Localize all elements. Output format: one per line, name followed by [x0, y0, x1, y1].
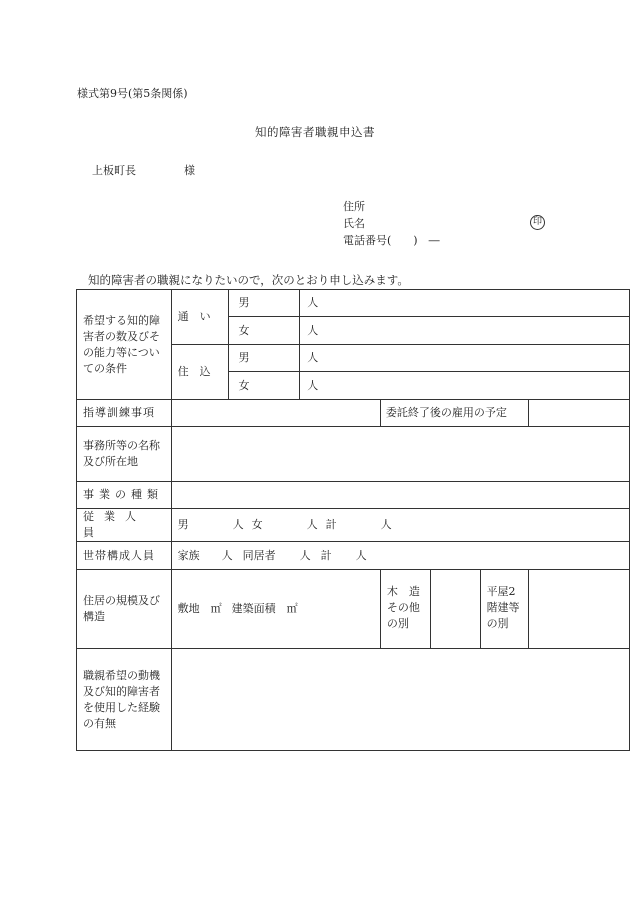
building-area-label: 建築面積 ㎡: [231, 602, 298, 615]
employees-female-label: 女: [251, 518, 263, 531]
employees-label: 従業人員: [77, 509, 172, 542]
address-label: 住所: [343, 200, 365, 213]
persons-unit: 人: [299, 548, 311, 562]
persons-unit: 人: [355, 548, 367, 562]
persons-unit: 人: [307, 378, 319, 392]
persons-unit: 人: [380, 518, 392, 531]
addressee: [92, 162, 195, 178]
dwelling-area-value[interactable]: [171, 570, 380, 649]
live-in-female-count[interactable]: [300, 372, 630, 400]
intro-text: 知的障害者の職親になりたいので，次のとおり申し込みます。: [88, 273, 409, 287]
male-label: 男: [238, 351, 250, 364]
commute-label: 通 い: [171, 290, 228, 345]
wood-label: 木 造その他の別: [380, 570, 430, 649]
employees-value[interactable]: [171, 509, 629, 542]
employees-male-label: 男: [177, 518, 189, 531]
training-label: 指導訓練事項: [77, 400, 172, 427]
persons-unit: 人: [232, 518, 244, 531]
persons-unit: 人: [307, 323, 319, 337]
household-total-label: 計: [320, 548, 332, 562]
office-value[interactable]: [171, 427, 629, 482]
post-employment-label: 委託終了後の雇用の予定: [380, 400, 529, 427]
female-label: 女: [238, 378, 250, 392]
motive-value[interactable]: [171, 649, 629, 751]
persons-unit: 人: [221, 548, 233, 562]
live-in-male-count[interactable]: [300, 345, 630, 372]
female-label: 女: [238, 323, 250, 337]
commute-male-cell[interactable]: [228, 290, 300, 317]
wood-value[interactable]: [430, 570, 480, 649]
live-in-female-cell[interactable]: [228, 372, 300, 400]
applicant-block: [343, 198, 440, 249]
page-title: 知的障害者職親申込書: [255, 125, 375, 139]
male-label: 男: [238, 296, 250, 309]
motive-label: 職親希望の動機及び知的障害者を使用した経験の有無: [77, 649, 172, 751]
business-value[interactable]: [171, 482, 629, 509]
storey-label: 平屋2階建等の別: [480, 570, 529, 649]
persons-unit: 人: [306, 518, 318, 531]
dwelling-label: 住居の規模及び構造: [77, 570, 172, 649]
household-cohabitant-label: 同居者: [242, 548, 276, 562]
household-family-label: 家族: [177, 548, 200, 562]
commute-female-count[interactable]: [300, 317, 630, 345]
office-label: 事務所等の名称及び所在地: [77, 427, 172, 482]
post-employment-value[interactable]: [529, 400, 630, 427]
addressee-name: 上板町長: [92, 164, 136, 177]
phone-label: 電話番号( ) ―: [343, 234, 440, 247]
site-area-label: 敷地 ㎡: [177, 602, 222, 615]
training-value[interactable]: [171, 400, 380, 427]
household-value[interactable]: [171, 542, 629, 570]
commute-female-cell[interactable]: [228, 317, 300, 345]
name-label: 氏名: [343, 217, 365, 230]
conditions-label: 希望する知的障害者の数及びその能力等についての条件: [77, 290, 172, 400]
persons-unit: 人: [307, 351, 319, 364]
business-label: 事業の種類: [77, 482, 172, 509]
household-label: 世帯構成人員: [77, 542, 172, 570]
addressee-honorific: 様: [184, 164, 195, 177]
form-number: 様式第9号(第5条関係): [77, 87, 188, 100]
live-in-label: 住 込: [171, 345, 228, 400]
application-table: [76, 289, 630, 751]
storey-value[interactable]: [529, 570, 630, 649]
commute-male-count[interactable]: [300, 290, 630, 317]
employees-total-label: 計: [325, 518, 337, 531]
persons-unit: 人: [307, 296, 319, 309]
live-in-male-cell[interactable]: [228, 345, 300, 372]
seal-mark: 印: [530, 215, 545, 230]
